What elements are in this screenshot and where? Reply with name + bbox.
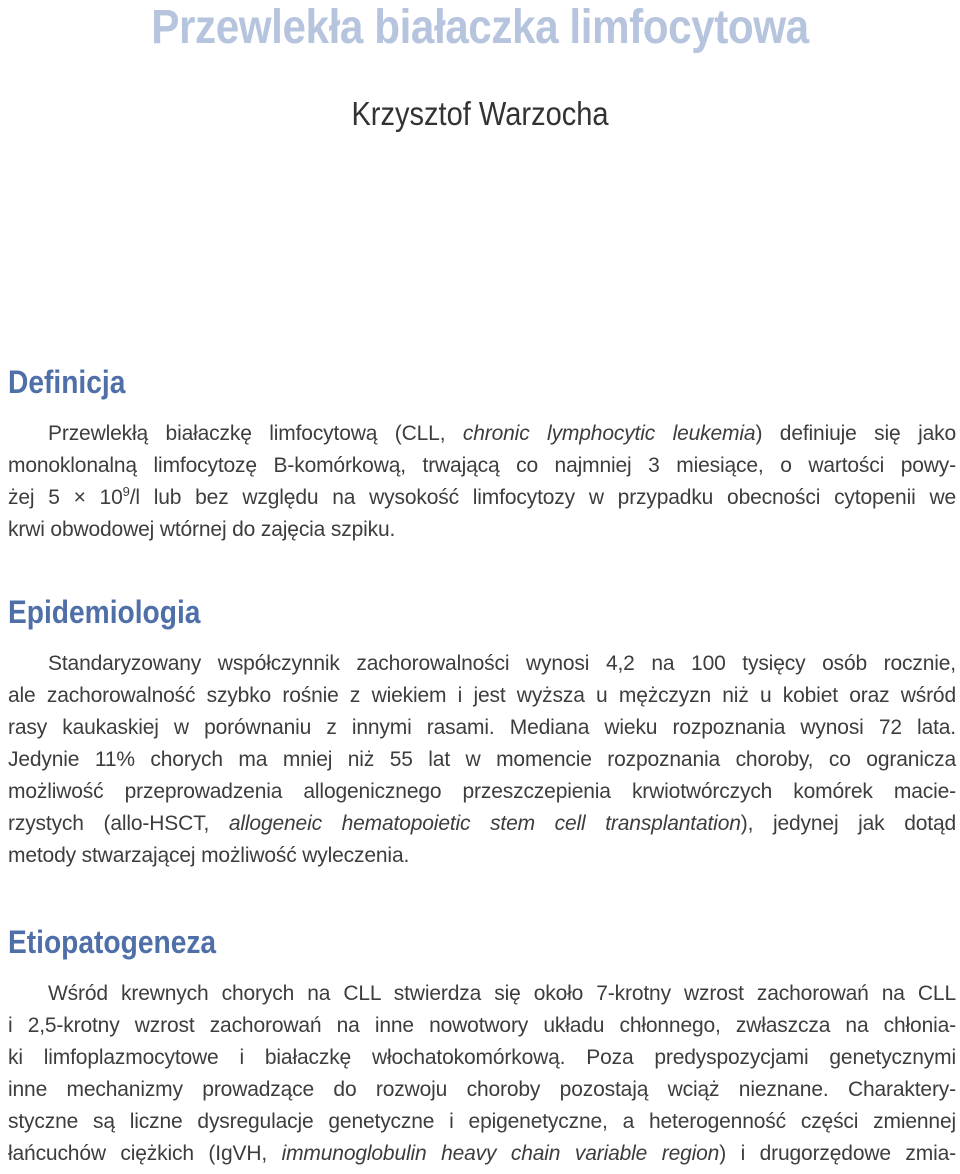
text-line: metody stwarzającej możliwość wyleczenia.: [8, 844, 410, 867]
text-line: ale zachorowalność szybko rośnie z wiekiem i jest wyższa u mężczyzn niż u kobiet oraz wśród: [8, 684, 956, 707]
section-heading-definicja: Definicja: [8, 364, 126, 400]
text-line: inne mechanizmy prowadzące do rozwoju choroby pozostają wciąż nieznane. Charaktery-: [8, 1078, 956, 1101]
text-line: możliwość przeprowadzenia allogenicznego przeszczepienia krwiotwórczych komórek macie-: [8, 780, 956, 803]
text-line: Jedynie 11% chorych ma mniej niż 55 lat w momencie rozpoznania choroby, co ogranicza: [8, 748, 956, 771]
section-heading-etiopatogeneza: Etiopatogeneza: [8, 924, 217, 960]
text-line: Standaryzowany współczynnik zachorowalności wynosi 4,2 na 100 tysięcy osób rocznie,: [48, 652, 956, 675]
text-line: Przewlekłą białaczkę limfocytową (CLL, chronic lymphocytic leukemia) definiuje się jako: [48, 422, 957, 445]
text-line: i 2,5-krotny wzrost zachorowań na inne nowotwory układu chłonnego, zwłaszcza na chłonia-: [8, 1014, 956, 1037]
section-heading-epidemiologia: Epidemiologia: [8, 594, 201, 630]
text-line: łańcuchów ciężkich (IgVH, immunoglobulin heavy chain variable region) i drugorzędowe zmia-: [8, 1142, 956, 1165]
paragraph-definicja: [8, 418, 956, 546]
text-line: żej $5 \times 10^9/l$ lub bez względu na wysokość limfocytozy w przypadku obecności cytopenii we: [8, 484, 956, 509]
text-line: Wśród krewnych chorych na CLL stwierdza się około 7-krotny wzrost zachorowań na CLL: [48, 982, 956, 1005]
text-line: rzystych (allo-HSCT, allogeneic hematopoietic stem cell transplantation), jedynej jak dotąd: [8, 812, 957, 835]
article-title: Przewlekła białaczka limfocytowa: [151, 1, 809, 54]
text-line: krwi obwodowej wtórnej do zajęcia szpiku.: [8, 518, 396, 541]
paragraph-etiopatogeneza: [8, 978, 956, 1170]
article-author: Krzysztof Warzocha: [351, 95, 609, 132]
text-line: ki limfoplazmocytowe i białaczkę włochatokomórkową. Poza predyspozycjami genetycznymi: [8, 1046, 956, 1069]
text-line: monoklonalną limfocytozę B-komórkową, trwającą co najmniej 3 miesiące, o wartości powy-: [8, 454, 956, 477]
text-line: styczne są liczne dysregulacje genetyczne i epigenetyczne, a heterogenność części zmiennej: [8, 1110, 956, 1133]
paragraph-epidemiologia: [8, 648, 956, 872]
text-line: rasy kaukaskiej w porównaniu z innymi rasami. Mediana wieku rozpoznania wynosi 72 lata.: [8, 716, 956, 739]
